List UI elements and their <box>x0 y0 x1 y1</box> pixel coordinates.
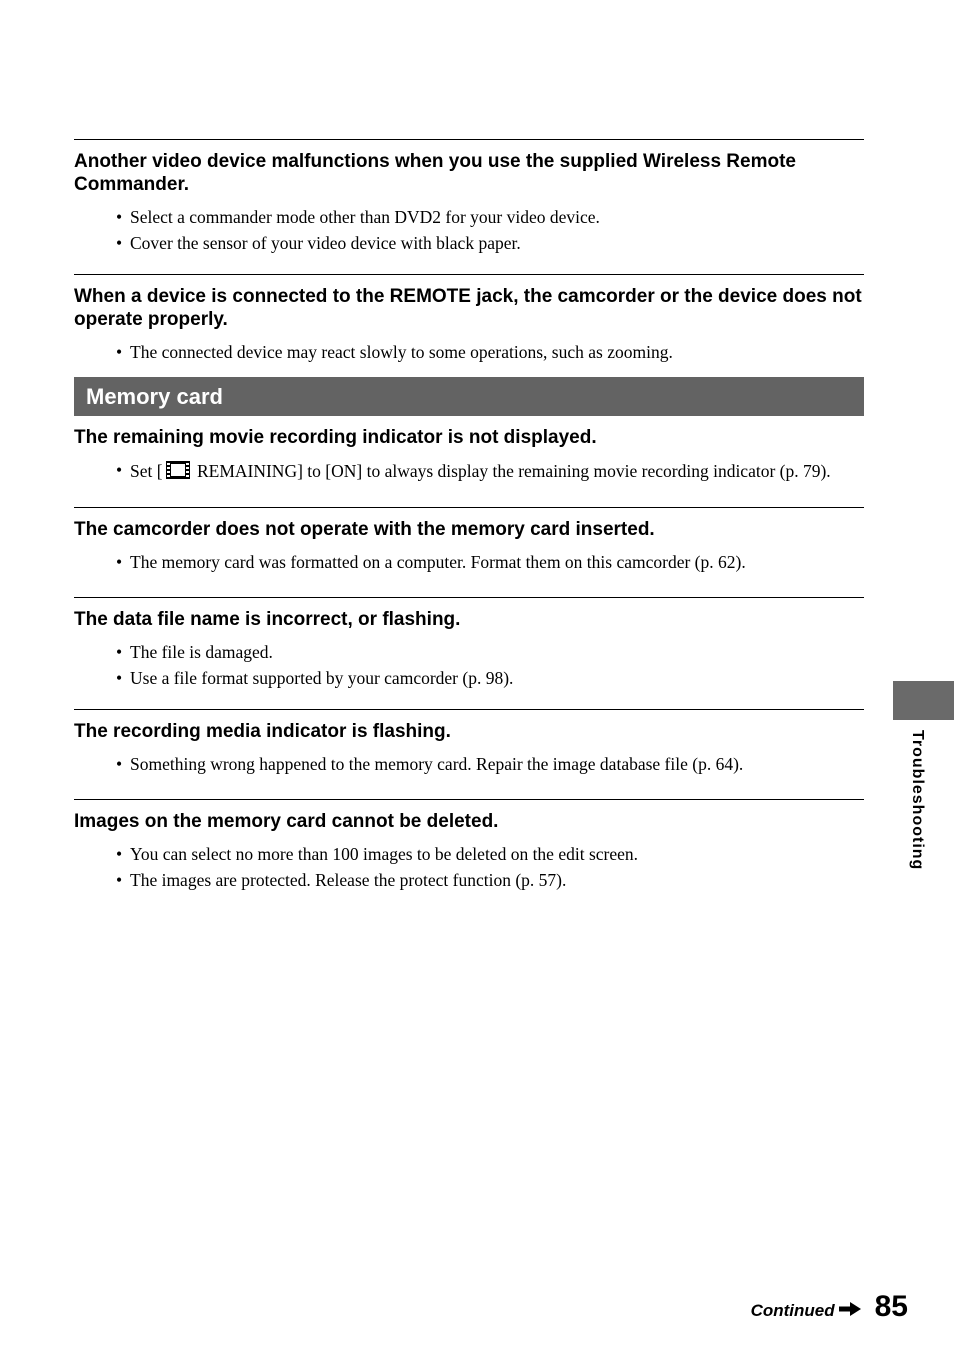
arrow-right-icon <box>839 1302 861 1321</box>
bullet-list <box>74 751 864 777</box>
bullet-list <box>74 549 864 575</box>
list-item-text: The connected device may react slowly to some operations, such as zooming. <box>130 342 673 362</box>
movie-film-icon <box>165 460 191 485</box>
bullet-dot: • <box>116 342 123 362</box>
section-data-file-name <box>74 597 864 691</box>
list-item-text: Something wrong happened to the memory card. Repair the image database file (p. 64). <box>130 754 744 774</box>
chapter-tab-label: Troubleshooting <box>909 730 926 871</box>
list-item <box>116 639 864 665</box>
list-item <box>116 457 864 485</box>
list-item-text: The file is damaged. <box>130 642 273 662</box>
section-remaining-indicator <box>74 416 864 485</box>
section-heading: The camcorder does not operate with the memory card inserted. <box>74 519 655 540</box>
bullet-dot: • <box>116 233 123 253</box>
list-item-text-pre: Set [ <box>130 461 163 481</box>
bullet-dot: • <box>116 552 123 572</box>
bullet-dot: • <box>116 668 123 688</box>
page-footer <box>751 1290 908 1324</box>
memory-card-banner <box>74 377 864 416</box>
list-item <box>116 867 864 893</box>
continued-label: Continued <box>750 1301 835 1320</box>
bullet-list <box>74 339 864 365</box>
bullet-dot: • <box>116 754 123 774</box>
page-content <box>74 139 864 893</box>
bullet-dot: • <box>116 844 123 864</box>
bullet-list <box>74 204 864 256</box>
section-wireless-remote <box>74 139 864 256</box>
bullet-list <box>74 457 864 485</box>
section-remote-jack <box>74 274 864 365</box>
banner-title: Memory card <box>86 384 223 409</box>
list-item <box>116 665 864 691</box>
list-item-text: The images are protected. Release the protect function (p. 57). <box>130 870 567 890</box>
chapter-tab <box>893 681 954 720</box>
bullet-dot: • <box>116 870 123 890</box>
section-heading: The remaining movie recording indicator is not displayed. <box>74 427 597 448</box>
list-item <box>116 339 864 365</box>
list-item <box>116 204 864 230</box>
section-heading: The data file name is incorrect, or flashing. <box>74 609 461 630</box>
bullet-dot: • <box>116 207 123 227</box>
section-recording-media <box>74 709 864 777</box>
bullet-dot: • <box>116 460 123 480</box>
section-memory-card-inserted <box>74 507 864 575</box>
list-item-text: The memory card was formatted on a computer. Format them on this camcorder (p. 62). <box>130 552 746 572</box>
bullet-list <box>74 841 864 893</box>
section-heading: The recording media indicator is flashing. <box>74 721 451 742</box>
section-heading: Another video device malfunctions when you use the supplied Wireless Remote Commander. <box>74 151 796 195</box>
bullet-list <box>74 639 864 691</box>
list-item-text: Select a commander mode other than DVD2 for your video device. <box>130 207 600 227</box>
bullet-dot: • <box>116 642 123 662</box>
list-item <box>116 230 864 256</box>
section-heading: Images on the memory card cannot be deleted. <box>74 811 499 832</box>
list-item <box>116 751 864 777</box>
list-item-text: Cover the sensor of your video device with black paper. <box>130 233 521 253</box>
list-item-text: You can select no more than 100 images to be deleted on the edit screen. <box>130 844 639 864</box>
list-item <box>116 841 864 867</box>
section-images-deleted <box>74 799 864 893</box>
section-heading: When a device is connected to the REMOTE jack, the camcorder or the device does not operate properly. <box>74 286 862 330</box>
list-item-text-post: REMAINING] to [ON] to always display the remaining movie recording indicator (p. 79). <box>192 461 831 481</box>
page-number: 85 <box>874 1290 908 1323</box>
list-item-text: Use a file format supported by your camcorder (p. 98). <box>130 668 514 688</box>
list-item <box>116 549 864 575</box>
